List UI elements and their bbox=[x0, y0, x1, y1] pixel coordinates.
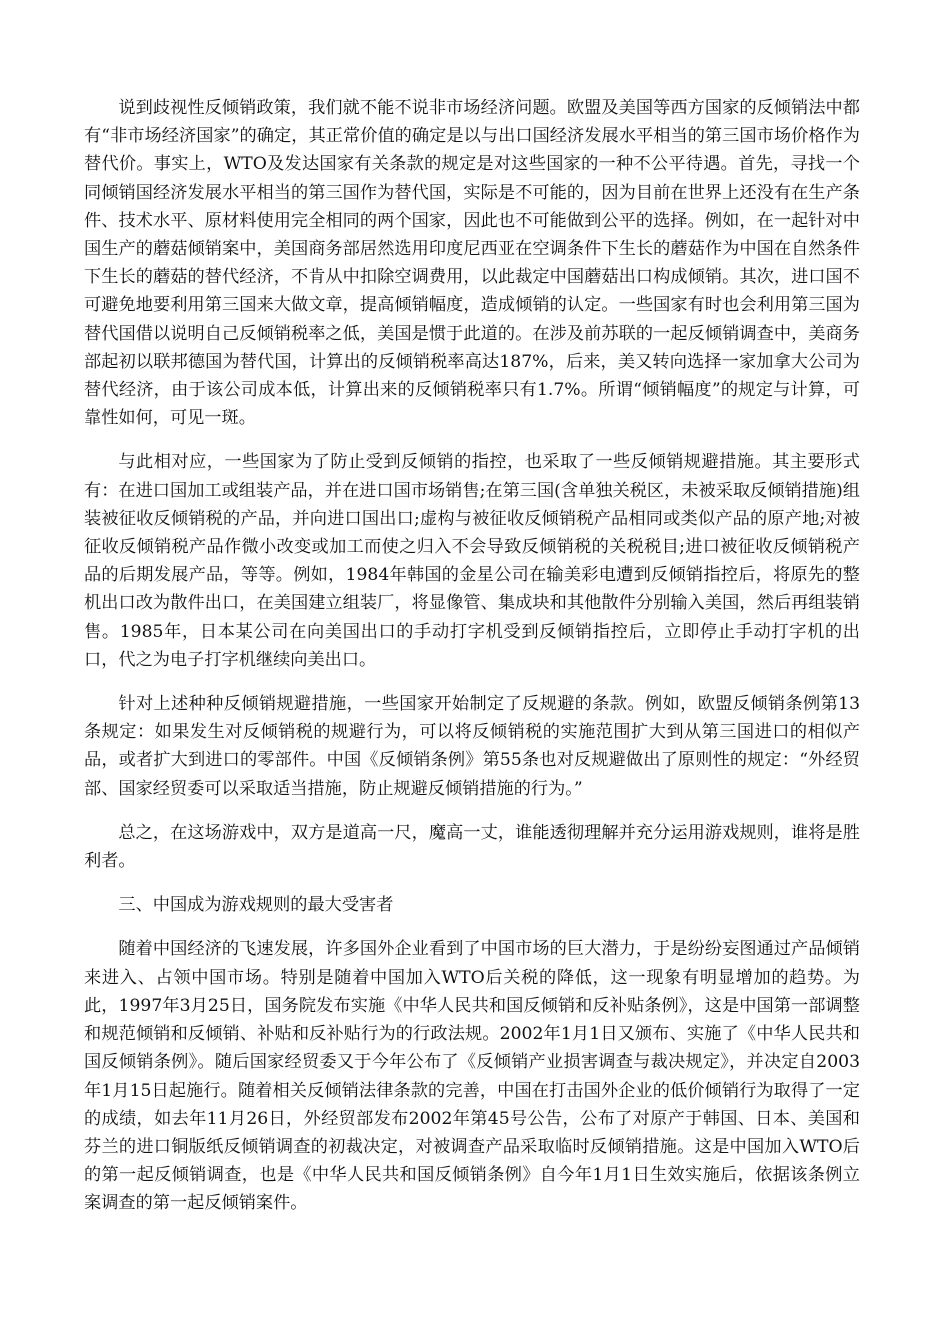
section-heading: 三、中国成为游戏规则的最大受害者 bbox=[118, 895, 394, 916]
paragraph-anti-circumvention: 针对上述种种反倾销规避措施，一些国家开始制定了反规避的条款。例如，欧盟反倾销条例第13条规定：如果发生对反倾销税的规避行为，可以将反倾销税的实施范围扩大到从第三国进口的相似产品，或者扩大到进口的零部件。中国《反倾销条例》第55条也对反规避做出了原则性的规定：“外经贸部、国家经贸委可以采取适当措施，防止规避反倾销措施的行为。” bbox=[84, 694, 860, 799]
paragraph-circumvention-measures: 与此相对应，一些国家为了防止受到反倾销的指控，也采取了一些反倾销规避措施。其主要形式有：在进口国加工或组装产品，并在进口国市场销售;在第三国(含单独关税区，未被采取反倾销措施)组装被征收反倾销税的产品，并向进口国出口;虚构与被征收反倾销税产品相同或类似产品的原产地;对被征收反倾销税产品作微小改变或加工而使之归入不会导致反倾销税的关税税目;进口被征收反倾销税产品的后期发展产品，等等。例如，1984年韩国的金星公司在输美彩电遭到反倾销指控后，将原先的整机出口改为散件出口，在美国建立组装厂，将显像管、集成块和其他散件分别输入美国，然后再组装销售。1985年，日本某公司在向美国出口的手动打字机受到反倾销指控后，立即停止手动打字机的出口，代之为电子打字机继续向美出口。 bbox=[84, 452, 860, 670]
paragraph-conclusion: 总之，在这场游戏中，双方是道高一尺，魔高一丈，谁能透彻理解并充分运用游戏规则，谁将是胜利者。 bbox=[84, 822, 860, 872]
paragraph-discriminatory-policy: 说到歧视性反倾销政策，我们就不能不说非市场经济问题。欧盟及美国等西方国家的反倾销法中都有“非市场经济国家”的确定，其正常价值的确定是以与出口国经济发展水平相当的第三国市场价格作为替代价。事实上，WTO及发达国家有关条款的规定是对这些国家的一种不公平待遇。首先，寻找一个同倾销国经济发展水平相当的第三国作为替代国，实际是不可能的，因为目前在世界上还没有在生产条件、技术水平、原材料使用完全相同的两个国家，因此也不可能做到公平的选择。例如，在一起针对中国生产的蘑菇倾销案中，美国商务部居然选用印度尼西亚在空调条件下生长的蘑菇作为中国在自然条件下生长的蘑菇的替代经济，不肯从中扣除空调费用，以此裁定中国蘑菇出口构成倾销。其次，进口国不可避免地要利用第三国来大做文章，提高倾销幅度，造成倾销的认定。一些国家有时也会利用第三国为替代国借以说明自己反倾销税率之低，美国是惯于此道的。在涉及前苏联的一起反倾销调查中，美商务部起初以联邦德国为替代国，计算出的反倾销税率高达187%，后来，美又转向选择一家加拿大公司为替代经济，由于该公司成本低，计算出来的反倾销税率只有1.7%。所谓“倾销幅度”的规定与计算，可靠性如何，可见一斑。 bbox=[84, 98, 860, 429]
paragraph-china-anti-dumping: 随着中国经济的飞速发展，许多国外企业看到了中国市场的巨大潜力，于是纷纷妄图通过产品倾销来进入、占领中国市场。特别是随着中国加入WTO后关税的降低，这一现象有明显增加的趋势。为此，1997年3月25日，国务院发布实施《中华人民共和国反倾销和反补贴条例》，这是中国第一部调整和规范倾销和反倾销、补贴和反补贴行为的行政法规。2002年1月1日又颁布、实施了《中华人民共和国反倾销条例》。随后国家经贸委又于今年公布了《反倾销产业损害调查与裁决规定》，并决定自2003年1月15日起施行。随着相关反倾销法律条款的完善，中国在打击国外企业的低价倾销行为取得了一定的成绩，如去年11月26日，外经贸部发布2002年第45号公告，公布了对原产于韩国、日本、美国和芬兰的进口铜版纸反倾销调查的初裁决定，对被调查产品采取临时反倾销措施。这是中国加入WTO后的第一起反倾销调查，也是《中华人民共和国反倾销条例》自今年1月1日生效实施后，依据该条例立案调查的第一起反倾销案件。 bbox=[84, 939, 860, 1214]
document-body bbox=[84, 94, 860, 1234]
